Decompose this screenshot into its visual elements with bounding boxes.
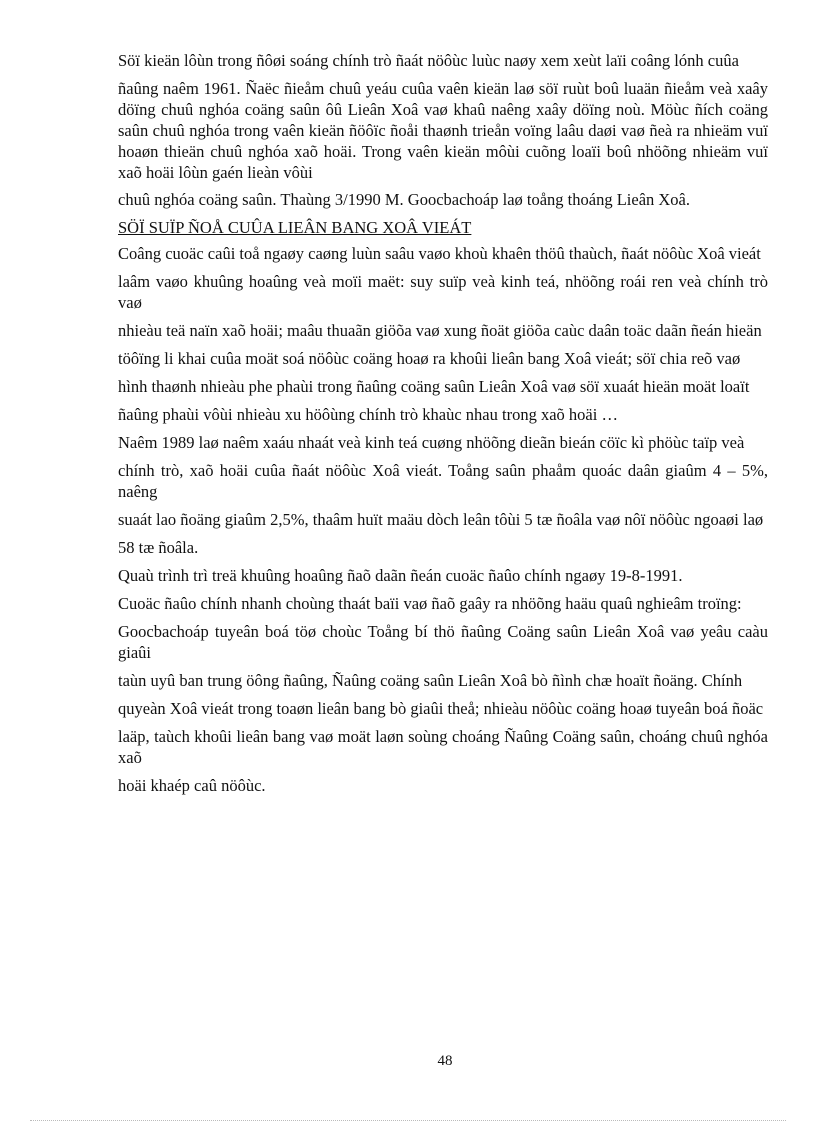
paragraph-15: Cuoäc ñaûo chính nhanh choùng thaát baïi vaø ñaõ gaây ra nhöõng haäu quaû nghieâm troïng: bbox=[118, 594, 742, 613]
paragraph-13: 58 tæ ñoâla. bbox=[118, 538, 199, 557]
paragraph-1: Söï kieän lôùn trong ñôøi soáng chính trò ñaát nöôùc luùc naøy xem xeùt laïi coâng lónh cuûa bbox=[118, 51, 739, 70]
paragraph-11: chính trò, xaõ hoäi cuûa ñaát nöôùc Xoâ vieát. Toång saûn phaåm quoác daân giaûm 4 – 5%, naêng bbox=[118, 461, 768, 501]
paragraph-7: töôïng li khai cuûa moät soá nöôùc coäng hoaø ra khoûi lieân bang Xoâ vieát; söï chia reõ vaø bbox=[118, 349, 741, 368]
paragraph-12: suaát lao ñoäng giaûm 2,5%, thaâm huït maäu dòch leân tôùi 5 tæ ñoâla vaø nôï nöôùc ngoaøi laø bbox=[118, 510, 764, 529]
paragraph-8: hình thaønh nhieàu phe phaùi trong ñaûng coäng saûn Lieân Xoâ vaø söï xuaát hieän moät loaït bbox=[118, 377, 750, 396]
page-bottom-divider bbox=[30, 1120, 786, 1121]
paragraph-10: Naêm 1989 laø naêm xaáu nhaát veà kinh teá cuøng nhöõng dieãn bieán cöïc kì phöùc taïp veà bbox=[118, 433, 745, 452]
paragraph-6: nhieàu teä naïn xaõ hoäi; maâu thuaãn giöõa vaø xung ñoät giöõa caùc daân toäc daãn ñeán hieän bbox=[118, 321, 762, 340]
paragraph-5: laâm vaøo khuûng hoaûng veà moïi maët: suy suïp veà kinh teá, nhöõng roái ren veà chính trò vaø bbox=[118, 272, 768, 312]
paragraph-17: taùn uyû ban trung öông ñaûng, Ñaûng coäng saûn Lieân Xoâ bò ñình chæ hoaït ñoäng. Chính bbox=[118, 671, 743, 690]
paragraph-3: chuû nghóa coäng saûn. Thaùng 3/1990 M. Goocbachoáp laø toång thoáng Lieân Xoâ. bbox=[118, 190, 691, 209]
paragraph-20: hoäi khaép caû nöôùc. bbox=[118, 776, 266, 795]
paragraph-9: ñaûng phaùi vôùi nhieàu xu höôùng chính trò khaùc nhau trong xaõ hoäi … bbox=[118, 405, 618, 424]
paragraph-19: laäp, taùch khoûi lieân bang vaø moät laøn soùng choáng Ñaûng Coäng saûn, choáng chuû nghóa xaõ bbox=[118, 727, 768, 767]
paragraph-4: Coâng cuoäc caûi toå ngaøy caøng luùn saâu vaøo khoù khaên thöû thaùch, ñaát nöôùc Xoâ vieát bbox=[118, 244, 761, 263]
paragraph-14: Quaù trình trì treä khuûng hoaûng ñaõ daãn ñeán cuoäc ñaûo chính ngaøy 19-8-1991. bbox=[118, 566, 683, 585]
section-heading: SÖÏ SUÏP ÑOÅ CUÛA LIEÂN BANG XOÂ VIEÁT bbox=[118, 218, 472, 237]
page-body bbox=[118, 50, 768, 803]
paragraph-18: quyeàn Xoâ vieát trong toaøn lieân bang bò giaûi theå; nhieàu nöôùc coäng hoaø tuyeân boá ñoäc bbox=[118, 699, 764, 718]
page-number: 48 bbox=[437, 1053, 453, 1069]
paragraph-16: Goocbachoáp tuyeân boá töø choùc Toång bí thö ñaûng Coäng saûn Lieân Xoâ vaø yeâu caàu giaûi bbox=[118, 622, 768, 662]
paragraph-2: ñaûng naêm 1961. Ñaëc ñieåm chuû yeáu cuûa vaên kieän laø söï ruùt boû luaän ñieåm veà xaây döïng chuû nghóa coäng saûn ôû Lieân Xoâ vaø khaû naêng xaây döïng noù. Möùc ñích coäng saûn chuû nghóa trong vaên kieän ñöôïc ñoåi thaønh trieån voïng laâu daøi vaø ñeà ra nhieäm vuï hoaøn thieän chuû nghóa xaõ hoäi. Trong vaên kieän môùi cuõng loaïi boû nhöõng nhieäm vuï xaõ hoäi lôùn gaén lieàn vôùi bbox=[118, 79, 768, 182]
